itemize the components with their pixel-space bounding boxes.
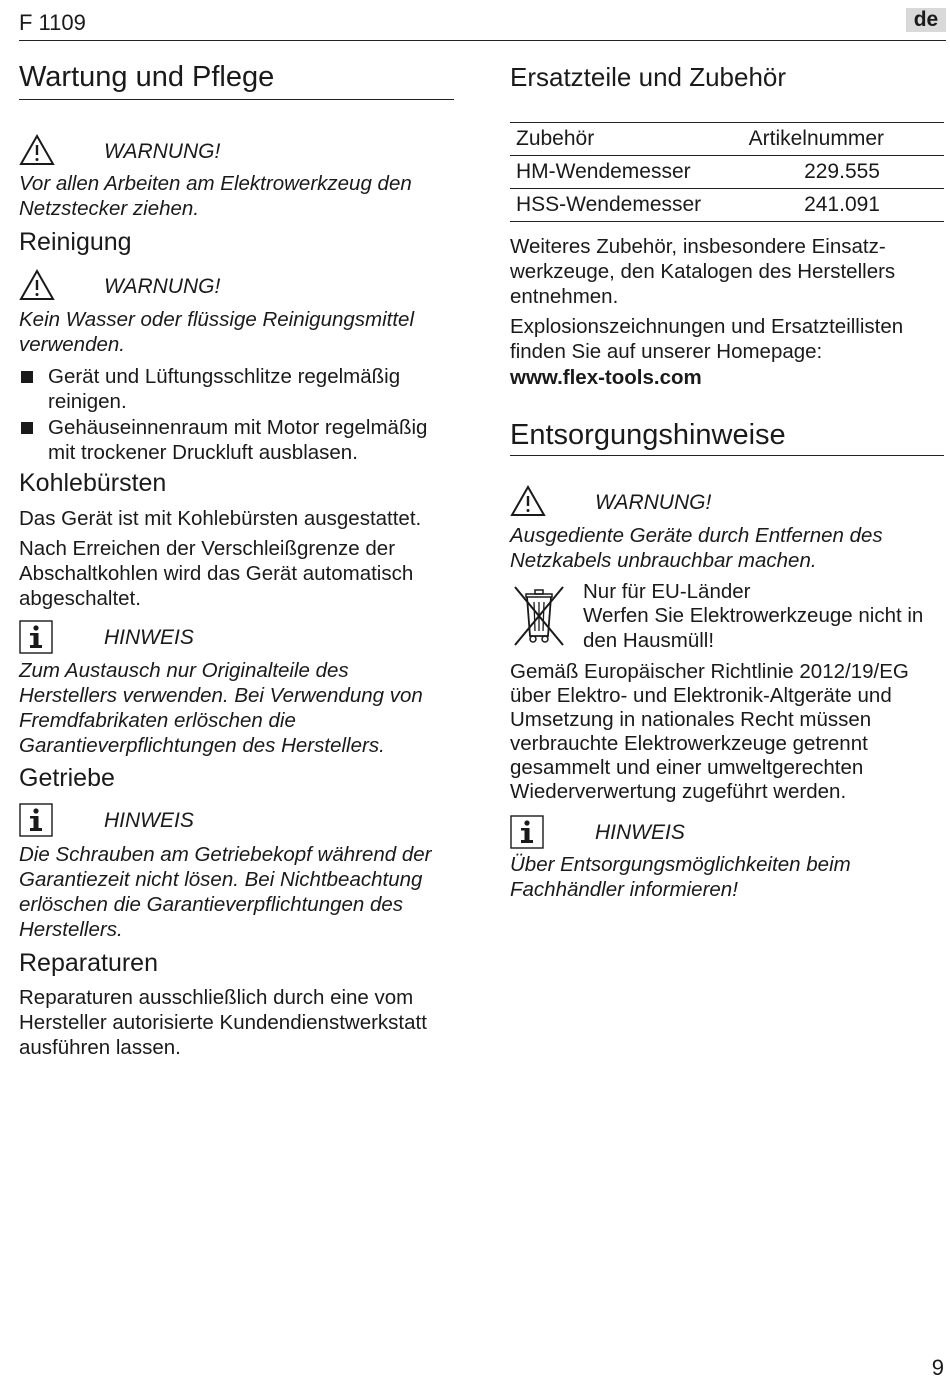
table-cell: HSS-Wendemesser xyxy=(516,193,702,216)
warning-triangle-icon xyxy=(19,134,55,166)
table-row xyxy=(510,189,944,222)
accessory-table xyxy=(510,122,944,222)
warning-heading xyxy=(19,269,319,303)
note-text: Über Entsorgungsmöglichkeiten beim Fachhändler informieren! xyxy=(510,853,851,901)
language-badge: de xyxy=(906,8,946,32)
table-cell: 241.091 xyxy=(804,193,880,216)
warning-text: Vor allen Arbeiten am Elektrowerkzeug den Netzstecker ziehen. xyxy=(19,172,412,220)
note-text: Zum Austausch nur Originalteile des Herstellers verwenden. Bei Verwendung von Fremdfabrikaten erlöschen die Garantieverpflichtungen des Herstellers. xyxy=(19,659,423,757)
crossed-out-bin-icon xyxy=(512,584,566,648)
heading-gearbox: Getriebe xyxy=(19,764,115,792)
warning-label: WARNUNG! xyxy=(595,491,712,514)
paragraph: Explosionszeichnungen und Ersatzteillisten finden Sie auf unserer Homepage: xyxy=(510,315,904,363)
heading-cleaning: Reinigung xyxy=(19,228,132,256)
info-icon xyxy=(19,620,53,654)
note-label: HINWEIS xyxy=(595,821,685,844)
warning-text: Kein Wasser oder flüssige Reinigungsmittel verwenden. xyxy=(19,308,415,356)
note-label: HINWEIS xyxy=(104,626,194,649)
header-rule xyxy=(19,40,946,41)
warning-label: WARNUNG! xyxy=(104,140,221,163)
table-header-row xyxy=(510,123,944,156)
section-title-parts: Ersatzteile und Zubehör xyxy=(510,62,787,92)
note-heading xyxy=(19,620,319,654)
list-item: Gehäuseinnenraum mit Motor regelmäßig mit trockener Druckluft ausblasen. xyxy=(19,415,448,465)
paragraph: Nach Erreichen der Verschleißgrenze der Abschaltkohlen wird das Gerät automatisch abgeschaltet. xyxy=(19,537,414,610)
note-heading xyxy=(19,803,319,837)
info-icon xyxy=(510,815,544,849)
model-number: F 1109 xyxy=(19,10,86,35)
table-row xyxy=(510,156,944,189)
warning-label: WARNUNG! xyxy=(104,275,221,298)
eu-notice-text: Werfen Sie Elektrowerkzeuge nicht in den Hausmüll! xyxy=(583,604,924,652)
section-title-maintenance: Wartung und Pflege xyxy=(19,61,275,93)
paragraph: Das Gerät ist mit Kohlebürsten ausgestattet. xyxy=(19,507,422,530)
warning-triangle-icon xyxy=(510,485,546,517)
paragraph: Reparaturen ausschließlich durch eine vom Hersteller autorisierte Kundendienstwerkstatt ausführen lassen. xyxy=(19,986,427,1059)
list-item: Gerät und Lüftungsschlitze regelmäßig reinigen. xyxy=(19,364,448,414)
table-cell: HM-Wendemesser xyxy=(516,160,691,183)
homepage-link[interactable]: www.flex-tools.com xyxy=(510,366,702,389)
heading-brushes: Kohlebürsten xyxy=(19,469,167,497)
paragraph: Gemäß Europäischer Richtlinie 2012/19/EG über Elektro- und Elektronik-Altgeräte und Umsetzung in nationales Recht müssen verbrauchte Elektrowerkzeuge getrennt gesammelt und einer umweltgerechten Wiederverwertung zugeführt werden. xyxy=(510,660,909,803)
table-cell: 229.555 xyxy=(804,160,880,183)
note-heading xyxy=(510,815,810,849)
title-rule xyxy=(510,455,944,456)
note-label: HINWEIS xyxy=(104,809,194,832)
warning-text: Ausgediente Geräte durch Entfernen des Netzkabels unbrauchbar machen. xyxy=(510,524,883,572)
table-header: Zubehör xyxy=(516,127,595,150)
warning-heading xyxy=(510,485,810,519)
note-text: Die Schrauben am Getriebekopf während der Garantiezeit nicht lösen. Bei Nichtbeachtung erlöschen die Garantieverpflichtungen des Herstellers. xyxy=(19,843,432,941)
paragraph: Weiteres Zubehör, insbesondere Einsatz-werkzeuge, den Katalogen des Herstellers entnehmen. xyxy=(510,235,896,308)
warning-triangle-icon xyxy=(19,269,55,301)
info-icon xyxy=(19,803,53,837)
eu-notice-title: Nur für EU-Länder xyxy=(583,580,751,603)
warning-heading xyxy=(19,134,319,168)
heading-repairs: Reparaturen xyxy=(19,949,158,977)
section-title-disposal: Entsorgungshinweise xyxy=(510,419,786,451)
table-header: Artikelnummer xyxy=(748,127,884,150)
page-number: 9 xyxy=(931,1355,944,1380)
title-rule xyxy=(19,99,454,100)
